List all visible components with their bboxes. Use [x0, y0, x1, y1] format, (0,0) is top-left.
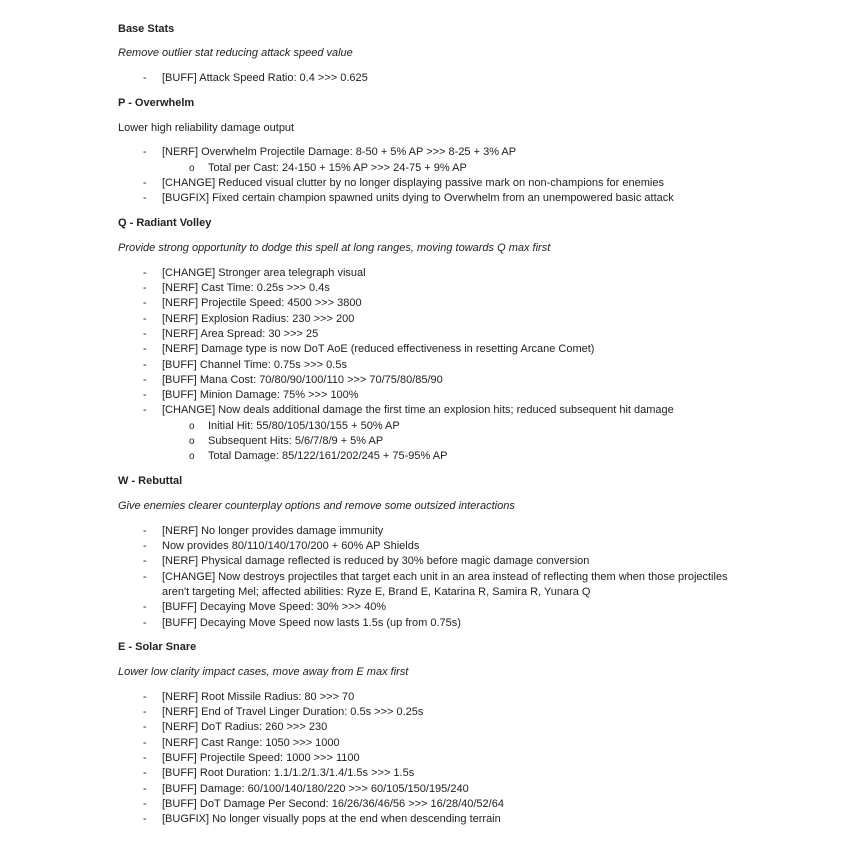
- bullet-item: [118, 524, 732, 539]
- section-heading: W - Rebuttal: [118, 475, 183, 488]
- bullet-text: [CHANGE] Now destroys projectiles that target each unit in an area instead of reflecting them when those projectiles aren't targeting Mel; affected abilities: Ryze E, Brand E, Katarina R, Samira R, Yunara Q: [162, 570, 728, 598]
- bullet-item: [118, 812, 732, 827]
- bullet-text: [NERF] Overwhelm Projectile Damage: 8-50 + 5% AP >>> 8-25 + 3% AP: [162, 146, 517, 159]
- bullet-item: [118, 554, 732, 569]
- bullet-marker-icon: -: [143, 706, 147, 719]
- bullet-marker-icon: -: [143, 358, 147, 371]
- bullet-marker-icon: -: [143, 767, 147, 780]
- section-heading: P - Overwhelm: [118, 96, 195, 109]
- bullet-marker-icon: -: [143, 570, 147, 583]
- bullet-text: [BUFF] DoT Damage Per Second: 16/26/36/46/56 >>> 16/28/40/52/64: [162, 797, 504, 810]
- bullet-list: [118, 266, 732, 465]
- bullet-marker-icon: -: [143, 813, 147, 826]
- bullet-marker-icon: o: [189, 451, 195, 463]
- bullet-marker-icon: -: [143, 540, 147, 553]
- bullet-marker-icon: -: [143, 404, 147, 417]
- bullet-marker-icon: -: [143, 721, 147, 734]
- section-comment: Give enemies clearer counterplay options and remove some outsized interactions: [118, 499, 515, 512]
- bullet-marker-icon: -: [143, 146, 147, 159]
- bullet-item: [118, 449, 732, 464]
- bullet-list: [118, 145, 732, 206]
- bullet-text: [BUGFIX] No longer visually pops at the end when descending terrain: [162, 813, 501, 826]
- section-heading: Base Stats: [118, 22, 175, 35]
- patch-section: [118, 640, 732, 827]
- bullet-item: [118, 720, 732, 735]
- bullet-item: [118, 705, 732, 720]
- bullet-text: Subsequent Hits: 5/6/7/8/9 + 5% AP: [208, 435, 384, 448]
- bullet-marker-icon: -: [143, 752, 147, 765]
- bullet-marker-icon: -: [143, 177, 147, 190]
- bullet-marker-icon: -: [143, 736, 147, 749]
- bullet-item: [118, 600, 732, 615]
- bullet-item: [118, 327, 732, 342]
- bullet-item: [118, 751, 732, 766]
- patch-section: [118, 216, 732, 464]
- bullet-marker-icon: o: [189, 162, 195, 174]
- bullet-marker-icon: -: [143, 690, 147, 703]
- patch-section: [118, 96, 732, 207]
- bullet-text: [CHANGE] Now deals additional damage the first time an explosion hits; reduced subsequent hit damage: [162, 404, 674, 417]
- bullet-text: [NERF] Root Missile Radius: 80 >>> 70: [162, 690, 355, 703]
- bullet-marker-icon: -: [143, 297, 147, 310]
- section-comment: Lower high reliability damage output: [118, 121, 295, 134]
- bullet-list: [118, 71, 732, 86]
- bullet-text: [NERF] Cast Time: 0.25s >>> 0.4s: [162, 282, 330, 295]
- bullet-marker-icon: -: [143, 312, 147, 325]
- bullet-item: [118, 766, 732, 781]
- bullet-item: [118, 71, 732, 86]
- bullet-item: [118, 266, 732, 281]
- bullet-text: [NERF] No longer provides damage immunity: [162, 524, 384, 537]
- bullet-text: [BUFF] Channel Time: 0.75s >>> 0.5s: [162, 358, 347, 371]
- bullet-text: [NERF] Cast Range: 1050 >>> 1000: [162, 736, 340, 749]
- bullet-marker-icon: -: [143, 601, 147, 614]
- bullet-marker-icon: -: [143, 373, 147, 386]
- section-heading: Q - Radiant Volley: [118, 217, 212, 230]
- bullet-item: [118, 296, 732, 311]
- bullet-text: [BUFF] Minion Damage: 75% >>> 100%: [162, 389, 359, 402]
- bullet-text: [CHANGE] Reduced visual clutter by no longer displaying passive mark on non-champions for enemies: [162, 177, 664, 190]
- bullet-item: [118, 403, 732, 418]
- bullet-marker-icon: o: [189, 436, 195, 448]
- section-heading: E - Solar Snare: [118, 641, 197, 654]
- bullet-text: [BUFF] Projectile Speed: 1000 >>> 1100: [162, 752, 360, 765]
- bullet-text: Initial Hit: 55/80/105/130/155 + 50% AP: [208, 419, 400, 432]
- bullet-marker-icon: -: [143, 797, 147, 810]
- bullet-item: [118, 419, 732, 434]
- bullet-marker-icon: -: [143, 192, 147, 205]
- bullet-text: [NERF] End of Travel Linger Duration: 0.5s >>> 0.25s: [162, 706, 424, 719]
- bullet-marker-icon: -: [143, 72, 147, 85]
- section-comment: Provide strong opportunity to dodge this spell at long ranges, moving towards Q max first: [118, 241, 551, 254]
- bullet-item: [118, 281, 732, 296]
- bullet-item: [118, 434, 732, 449]
- bullet-item: [118, 782, 732, 797]
- bullet-text: [NERF] Explosion Radius: 230 >>> 200: [162, 312, 355, 325]
- bullet-text: [NERF] Damage type is now DoT AoE (reduced effectiveness in resetting Arcane Comet): [162, 343, 595, 356]
- bullet-marker-icon: -: [143, 616, 147, 629]
- bullet-item: [118, 736, 732, 751]
- bullet-item: [118, 312, 732, 327]
- bullet-text: [CHANGE] Stronger area telegraph visual: [162, 266, 366, 279]
- bullet-item: [118, 797, 732, 812]
- bullet-marker-icon: -: [143, 327, 147, 340]
- bullet-text: [BUFF] Decaying Move Speed: 30% >>> 40%: [162, 601, 387, 614]
- bullet-marker-icon: -: [143, 282, 147, 295]
- bullet-text: [NERF] DoT Radius: 260 >>> 230: [162, 721, 328, 734]
- bullet-marker-icon: o: [189, 420, 195, 432]
- bullet-list: [118, 690, 732, 828]
- bullet-marker-icon: -: [143, 343, 147, 356]
- bullet-item: [118, 616, 732, 631]
- bullet-marker-icon: -: [143, 524, 147, 537]
- bullet-item: [118, 342, 732, 357]
- bullet-text: [BUFF] Attack Speed Ratio: 0.4 >>> 0.625: [162, 72, 368, 85]
- section-comment: Remove outlier stat reducing attack speed value: [118, 47, 353, 60]
- bullet-marker-icon: -: [143, 266, 147, 279]
- bullet-list: [118, 524, 732, 631]
- bullet-text: [BUFF] Decaying Move Speed now lasts 1.5s (up from 0.75s): [162, 616, 461, 629]
- bullet-marker-icon: -: [143, 782, 147, 795]
- bullet-text: [BUFF] Root Duration: 1.1/1.2/1.3/1.4/1.5s >>> 1.5s: [162, 767, 415, 780]
- bullet-text: Now provides 80/110/140/170/200 + 60% AP Shields: [162, 540, 420, 553]
- bullet-text: [BUFF] Mana Cost: 70/80/90/100/110 >>> 70/75/80/85/90: [162, 373, 443, 386]
- bullet-item: [118, 191, 732, 206]
- bullet-item: [118, 388, 732, 403]
- bullet-text: [BUFF] Damage: 60/100/140/180/220 >>> 60/105/150/195/240: [162, 782, 469, 795]
- bullet-item: [118, 358, 732, 373]
- section-comment: Lower low clarity impact cases, move away from E max first: [118, 666, 409, 679]
- bullet-item: [118, 373, 732, 388]
- bullet-item: [118, 176, 732, 191]
- bullet-marker-icon: -: [143, 555, 147, 568]
- bullet-item: [118, 690, 732, 705]
- bullet-text: Total per Cast: 24-150 + 15% AP >>> 24-75 + 9% AP: [208, 161, 467, 174]
- bullet-text: [BUGFIX] Fixed certain champion spawned units dying to Overwhelm from an unempowered basic attack: [162, 192, 674, 205]
- bullet-item: [118, 145, 732, 160]
- patch-section: [118, 474, 732, 631]
- bullet-text: Total Damage: 85/122/161/202/245 + 75-95% AP: [208, 450, 448, 463]
- bullet-item: [118, 570, 732, 601]
- bullet-marker-icon: -: [143, 389, 147, 402]
- bullet-item: [118, 539, 732, 554]
- bullet-text: [NERF] Physical damage reflected is reduced by 30% before magic damage conversion: [162, 555, 590, 568]
- bullet-item: [118, 161, 732, 176]
- bullet-text: [NERF] Projectile Speed: 4500 >>> 3800: [162, 297, 362, 310]
- bullet-text: [NERF] Area Spread: 30 >>> 25: [162, 327, 319, 340]
- patch-section: [118, 22, 732, 87]
